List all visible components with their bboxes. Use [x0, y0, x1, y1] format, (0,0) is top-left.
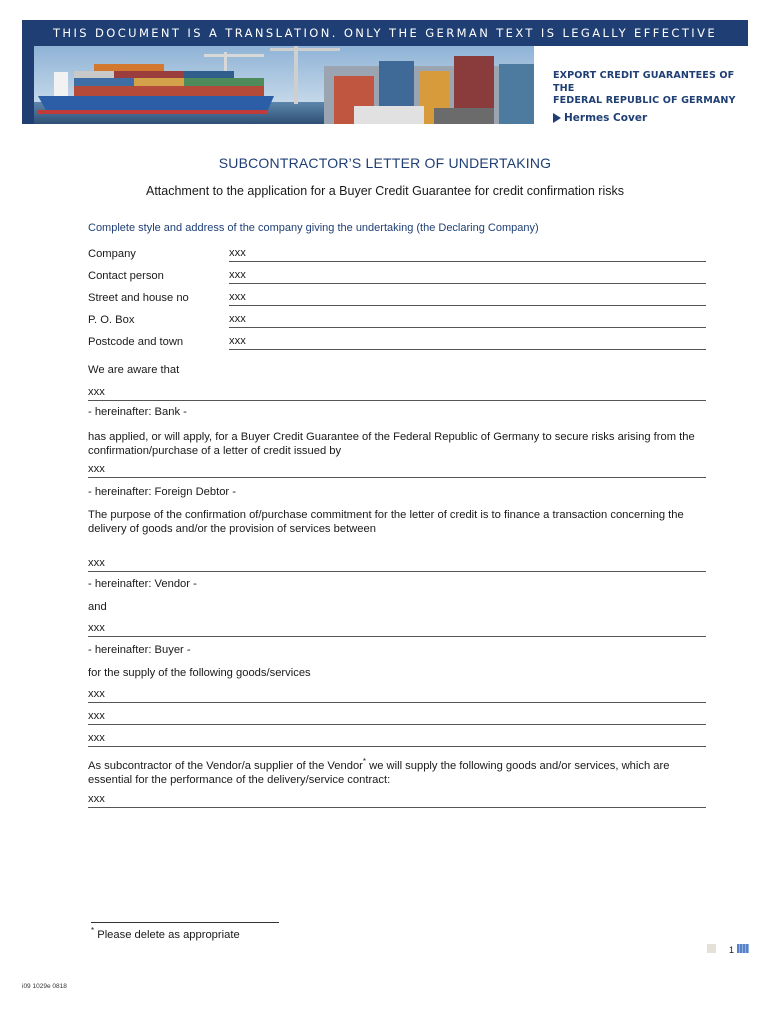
aware-text: We are aware that	[88, 364, 180, 376]
logo-brand	[553, 112, 753, 124]
translation-banner: THIS DOCUMENT IS A TRANSLATION. ONLY THE GERMAN TEXT IS LEGALLY EFFECTIVE	[22, 20, 748, 46]
buyer-field[interactable]: xxx	[88, 621, 706, 637]
applied-text: has applied, or will apply, for a Buyer Credit Guarantee of the Federal Republic of Germany to secure risks arising from the confirmation/purchase of a letter of credit issued by	[88, 431, 695, 457]
foreign-debtor-field[interactable]: xxx	[88, 462, 706, 478]
hermes-logo	[553, 70, 753, 124]
page-marker-left	[707, 944, 716, 953]
logo-brand-text: Hermes Cover	[564, 111, 648, 124]
footnote	[91, 926, 240, 941]
goods-field-2[interactable]: xxx	[88, 709, 706, 725]
logo-line-2: FEDERAL REPUBLIC OF GERMANY	[553, 95, 736, 106]
company-field[interactable]: xxx	[229, 246, 706, 262]
postcode-label: Postcode and town	[88, 336, 184, 348]
vendor-note: - hereinafter: Vendor -	[88, 578, 197, 590]
footnote-rule	[91, 922, 279, 923]
instruction-text: Complete style and address of the company giving the undertaking (the Declaring Company)	[88, 222, 539, 234]
and-text: and	[88, 601, 107, 613]
play-triangle-icon	[553, 113, 561, 123]
page-number: 1	[729, 945, 735, 955]
debtor-note: - hereinafter: Foreign Debtor -	[88, 486, 236, 498]
company-label: Company	[88, 248, 136, 260]
po-box-field[interactable]: xxx	[229, 312, 706, 328]
subcontractor-goods-field[interactable]: xxx	[88, 792, 706, 808]
form-code: i09 1029e 0818	[22, 983, 67, 990]
goods-field-3[interactable]: xxx	[88, 731, 706, 747]
po-box-label: P. O. Box	[88, 314, 135, 326]
purpose-text: The purpose of the confirmation of/purchase commitment for the letter of credit is to finance a transaction concerning the delivery of goods and/or the provision of services between	[88, 509, 684, 535]
banner-tab	[22, 46, 34, 124]
port-image	[34, 46, 534, 124]
subcontractor-text-a: As subcontractor of the Vendor/a supplier of the Vendor	[88, 760, 363, 772]
contact-person-label: Contact person	[88, 270, 164, 282]
subcontractor-text	[88, 757, 708, 787]
vendor-field[interactable]: xxx	[88, 556, 706, 572]
logo-line-1: EXPORT CREDIT GUARANTEES OF THE	[553, 70, 735, 94]
footnote-mark: *	[91, 926, 95, 935]
goods-field-1[interactable]: xxx	[88, 687, 706, 703]
bank-field[interactable]: xxx	[88, 385, 706, 401]
page-marker-right	[737, 944, 749, 953]
buyer-note: - hereinafter: Buyer -	[88, 644, 191, 656]
subcontractor-text-b: we will supply the following goods and/or services, which are essential for the performance of the delivery/service contract:	[88, 760, 670, 786]
supply-text: for the supply of the following goods/services	[88, 667, 311, 679]
document-title: SUBCONTRACTOR’S LETTER OF UNDERTAKING	[218, 155, 552, 171]
document-subtitle: Attachment to the application for a Buyer Credit Guarantee for credit confirmation risks	[145, 184, 624, 198]
street-label: Street and house no	[88, 292, 189, 304]
footnote-text: Please delete as appropriate	[97, 929, 240, 941]
contact-person-field[interactable]: xxx	[229, 268, 706, 284]
postcode-field[interactable]: xxx	[229, 334, 706, 350]
bank-note: - hereinafter: Bank -	[88, 406, 187, 418]
footnote-marker: *	[362, 757, 367, 766]
street-field[interactable]: xxx	[229, 290, 706, 306]
